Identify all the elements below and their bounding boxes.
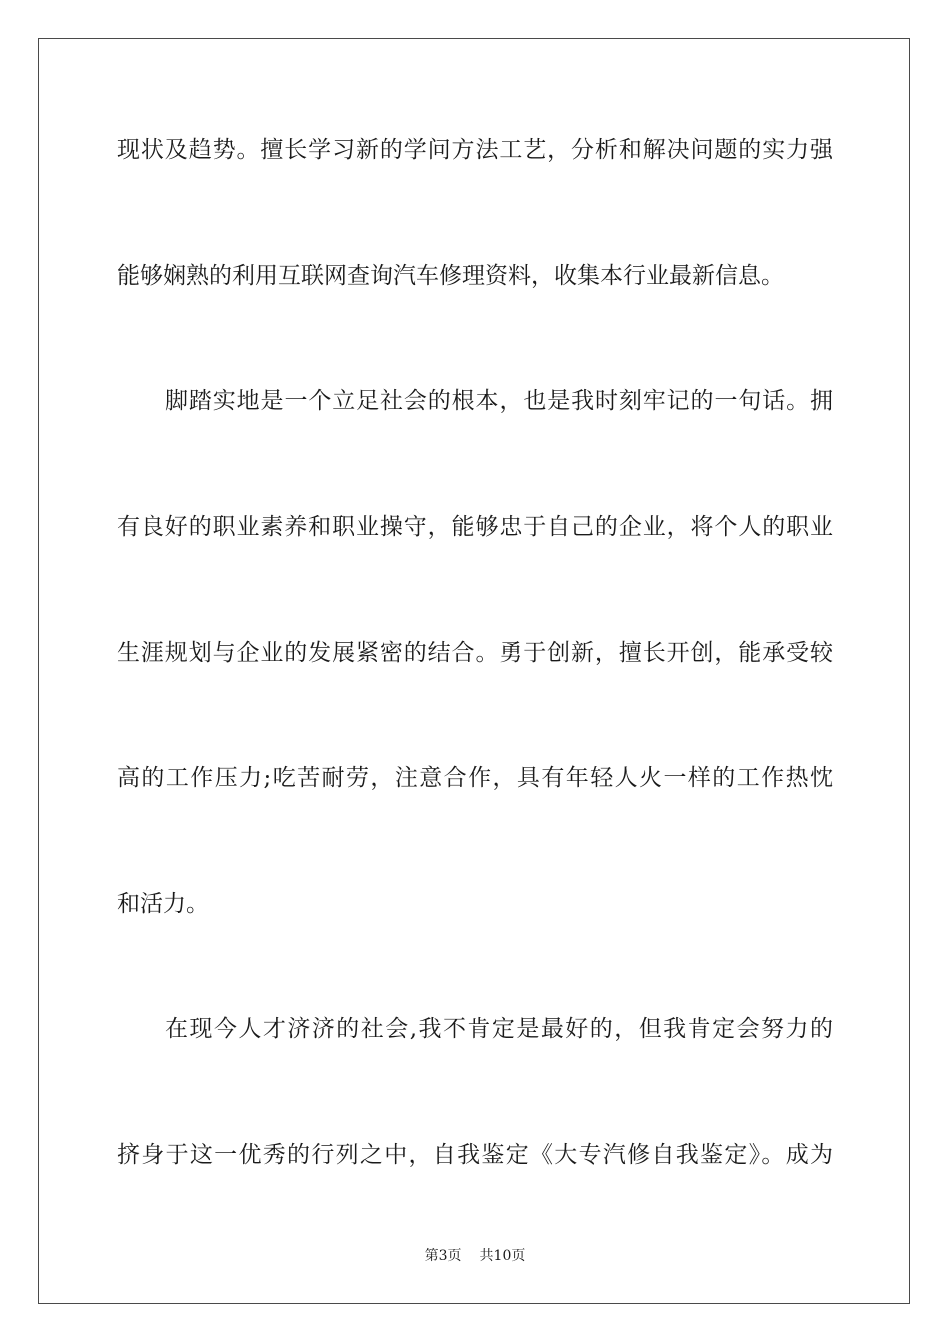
body-text-line-5: 生涯规划与企业的发展紧密的结合。勇于创新，擅长开创，能承受较: [117, 640, 833, 666]
body-text-line-8: 在现今人才济济的社会,我不肯定是最好的，但我肯定会努力的: [165, 1016, 833, 1042]
body-text-line-1: 现状及趋势。擅长学习新的学问方法工艺，分析和解决问题的实力强: [117, 137, 833, 163]
body-text-line-9: 挤身于这一优秀的行列之中，自我鉴定《大专汽修自我鉴定》。成为: [117, 1142, 833, 1168]
body-text-line-4: 有良好的职业素养和职业操守，能够忠于自己的企业，将个人的职业: [117, 514, 833, 540]
body-text-line-2: 能够娴熟的利用互联网查询汽车修理资料，收集本行业最新信息。: [117, 263, 784, 289]
page-total: 共10页: [479, 1248, 526, 1264]
page-number: 第3页: [424, 1248, 462, 1264]
body-text-line-7: 和活力。: [117, 891, 209, 917]
body-text-line-3: 脚踏实地是一个立足社会的根本，也是我时刻牢记的一句话。拥: [165, 388, 833, 414]
body-text-line-6: 高的工作压力;吃苦耐劳，注意合作，具有年轻人火一样的工作热忱: [117, 765, 833, 791]
page-footer: [0, 1246, 950, 1266]
